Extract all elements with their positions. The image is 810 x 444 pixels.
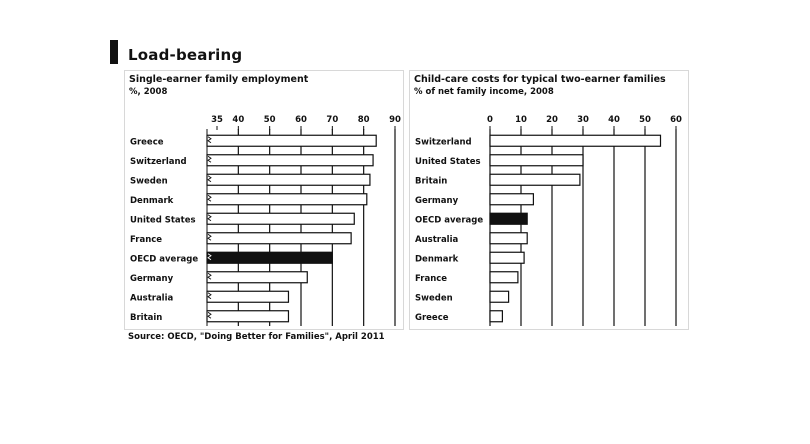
x-tick-label: 50 [639, 115, 651, 125]
bar [207, 252, 332, 263]
bar [207, 272, 307, 283]
x-tick-label: 80 [357, 115, 370, 125]
category-label: France [415, 273, 448, 284]
x-tick-label: 0 [487, 115, 493, 125]
x-tick-label: 35 [211, 115, 223, 125]
left-bar-chart [125, 71, 403, 329]
bar [490, 272, 518, 283]
category-label: Denmark [415, 254, 459, 265]
category-label: Greece [415, 312, 449, 323]
category-label: Sweden [130, 176, 168, 187]
page-title: Load-bearing [128, 46, 243, 64]
x-tick-label: 10 [515, 115, 527, 125]
x-tick-label: 60 [670, 115, 682, 125]
category-label: United States [130, 215, 196, 226]
left-chart-subtitle: %, 2008 [129, 87, 168, 97]
x-tick-label: 40 [232, 115, 245, 125]
category-label: Switzerland [130, 156, 187, 167]
bar [490, 233, 527, 244]
bar [490, 252, 524, 263]
bar [207, 194, 367, 205]
left-chart-title: Single-earner family employment [129, 74, 309, 85]
category-label: Australia [130, 293, 174, 304]
source-note: Source: OECD, "Doing Better for Families", April 2011 [128, 332, 385, 342]
bar [490, 213, 527, 224]
bar [207, 174, 370, 185]
right-chart-title: Child-care costs for typical two-earner families [414, 74, 666, 85]
bar [490, 135, 661, 146]
bar [207, 311, 288, 322]
right-chart-subtitle: % of net family income, 2008 [414, 87, 554, 97]
category-label: Denmark [130, 195, 174, 206]
title-accent-bar [110, 40, 118, 64]
category-label: Switzerland [415, 137, 472, 148]
right-chart-panel [409, 70, 689, 330]
bar [490, 291, 509, 302]
category-label: Britain [415, 176, 448, 187]
x-tick-label: 70 [326, 115, 339, 125]
category-label: Australia [415, 234, 459, 245]
bar [207, 213, 354, 224]
category-label: France [130, 234, 163, 245]
x-tick-label: 30 [577, 115, 589, 125]
x-tick-label: 20 [546, 115, 558, 125]
category-label: Sweden [415, 293, 453, 304]
x-tick-label: 60 [295, 115, 307, 125]
bar [207, 291, 288, 302]
bar [490, 194, 533, 205]
bar [490, 311, 502, 322]
category-label: OECD average [415, 215, 484, 226]
right-bar-chart [410, 71, 688, 329]
bar [490, 174, 580, 185]
left-chart-panel [124, 70, 404, 330]
category-label: OECD average [130, 254, 199, 265]
bar [490, 155, 583, 166]
category-label: United States [415, 156, 481, 167]
x-tick-label: 90 [389, 115, 401, 125]
bar [207, 155, 373, 166]
category-label: Greece [130, 137, 164, 148]
category-label: Britain [130, 312, 163, 323]
bar [207, 233, 351, 244]
bar [207, 135, 376, 146]
category-label: Germany [130, 273, 174, 284]
x-tick-label: 50 [263, 115, 276, 125]
x-tick-label: 40 [608, 115, 620, 125]
category-label: Germany [415, 195, 459, 206]
